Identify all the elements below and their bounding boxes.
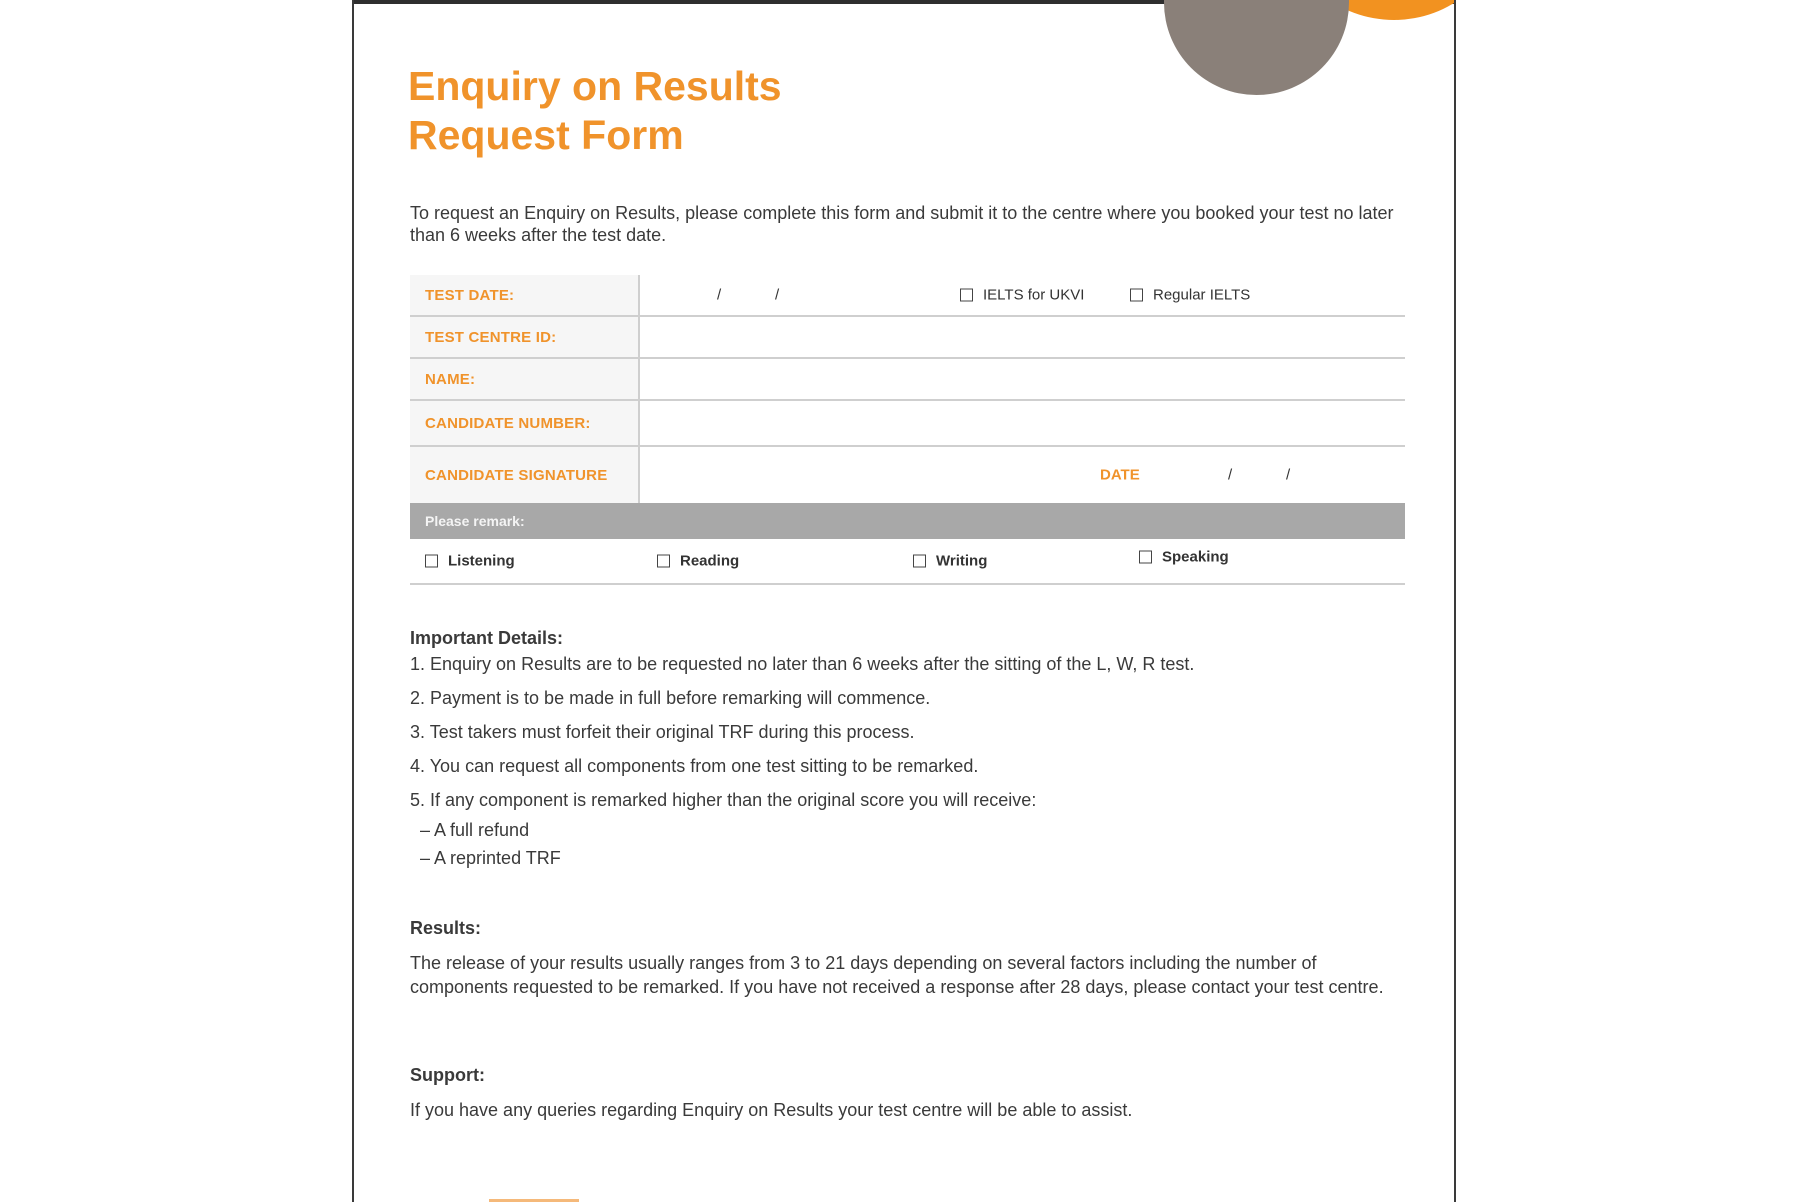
date-separator: /	[717, 286, 722, 304]
signature-date-label: DATE	[1100, 466, 1140, 484]
regular-ielts-checkbox[interactable]	[1130, 289, 1143, 302]
candidate-number-label: CANDIDATE NUMBER:	[410, 401, 640, 445]
remark-options-row	[410, 539, 1405, 585]
test-centre-row	[410, 317, 1405, 359]
listening-option[interactable]	[425, 553, 515, 570]
test-centre-label: TEST CENTRE ID:	[410, 317, 640, 357]
form-page	[352, 0, 1456, 1202]
list-item: 1. Enquiry on Results are to be requested no later than 6 weeks after the sitting of the L, W, R test.	[410, 654, 1195, 674]
test-date-field[interactable]	[640, 275, 1405, 315]
candidate-number-field[interactable]	[640, 401, 1405, 445]
candidate-signature-label: CANDIDATE SIGNATURE	[410, 447, 640, 503]
test-date-row	[410, 275, 1405, 317]
list-item: 4. You can request all components from one test sitting to be remarked.	[410, 756, 979, 776]
important-details-section	[410, 628, 1410, 875]
listening-checkbox[interactable]	[425, 555, 438, 568]
ielts-ukvi-option[interactable]	[960, 287, 1084, 304]
date-separator: /	[775, 286, 780, 304]
decorative-grey-circle	[1164, 0, 1349, 95]
list-item: – A reprinted TRF	[420, 848, 561, 868]
name-field[interactable]	[640, 359, 1405, 399]
date-separator: /	[1286, 466, 1291, 484]
speaking-checkbox[interactable]	[1139, 551, 1152, 564]
results-section	[410, 918, 1410, 999]
candidate-signature-field[interactable]	[640, 447, 1405, 503]
list-item: – A full refund	[420, 820, 530, 840]
name-row	[410, 359, 1405, 401]
ielts-ukvi-checkbox[interactable]	[960, 289, 973, 302]
support-text: If you have any queries regarding Enquiry on Results your test centre will be able to assist.	[410, 1100, 1133, 1120]
candidate-number-row	[410, 401, 1405, 447]
regular-ielts-label: Regular IELTS	[1153, 286, 1251, 304]
important-details-list	[410, 653, 1410, 811]
reading-checkbox[interactable]	[657, 555, 670, 568]
listening-label: Listening	[448, 552, 515, 570]
results-heading: Results:	[410, 918, 482, 938]
speaking-option[interactable]	[1139, 549, 1229, 566]
candidate-signature-row	[410, 447, 1405, 503]
writing-checkbox[interactable]	[913, 555, 926, 568]
support-section	[410, 1065, 1410, 1122]
name-label: NAME:	[410, 359, 640, 399]
important-details-heading: Important Details:	[410, 628, 564, 648]
writing-option[interactable]	[913, 553, 987, 570]
benefits-list	[420, 819, 1410, 869]
support-heading: Support:	[410, 1065, 485, 1085]
title-line-2: Request Form	[408, 112, 684, 158]
page-title	[408, 62, 782, 160]
results-text: The release of your results usually ranges from 3 to 21 days depending on several factors including the number of components requested to be remarked. If you have not received a response after 28 days, please contact your test centre.	[410, 953, 1384, 997]
writing-label: Writing	[936, 552, 988, 570]
intro-text: To request an Enquiry on Results, please complete this form and submit it to the centre where you booked your test no later than 6 weeks after the test date.	[410, 203, 1394, 245]
title-line-1: Enquiry on Results	[408, 63, 782, 109]
date-separator: /	[1228, 466, 1233, 484]
reading-label: Reading	[680, 552, 740, 570]
ielts-ukvi-label: IELTS for UKVI	[983, 286, 1085, 304]
test-date-label: TEST DATE:	[410, 275, 640, 315]
list-item: 3. Test takers must forfeit their original TRF during this process.	[410, 722, 915, 742]
remark-header: Please remark:	[410, 503, 1405, 539]
speaking-label: Speaking	[1162, 548, 1229, 566]
request-form	[410, 275, 1405, 585]
test-centre-field[interactable]	[640, 317, 1405, 357]
list-item: 5. If any component is remarked higher than the original score you will receive:	[410, 790, 1037, 810]
reading-option[interactable]	[657, 553, 739, 570]
list-item: 2. Payment is to be made in full before remarking will commence.	[410, 688, 931, 708]
regular-ielts-option[interactable]	[1130, 287, 1250, 304]
